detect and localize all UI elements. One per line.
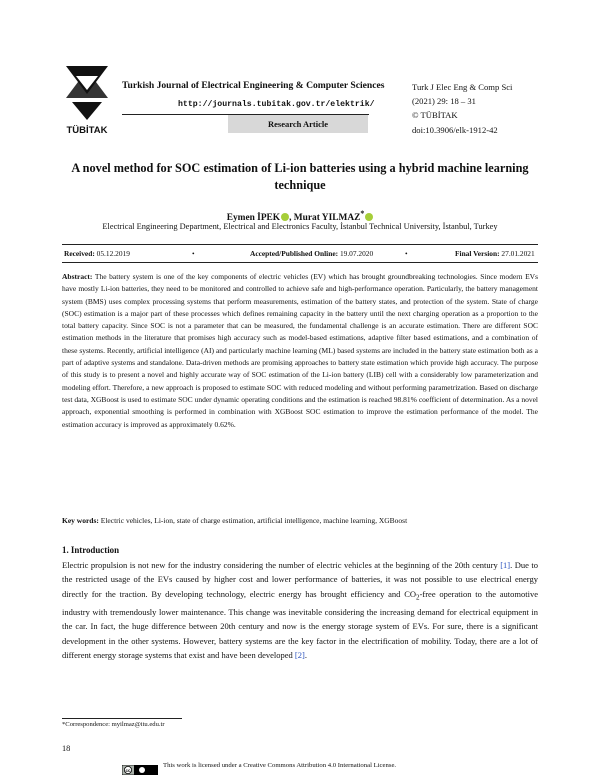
reference-link-2[interactable]: [2] (294, 650, 305, 661)
orcid-icon[interactable] (281, 213, 289, 221)
logo-wordmark: TÜBİTAK (66, 125, 108, 136)
keywords (62, 515, 538, 527)
orcid-icon[interactable] (365, 213, 373, 221)
corresponding-mark: * (360, 209, 365, 218)
received-label: Received: (64, 249, 95, 258)
affiliation: Electrical Engineering Department, Electrical and Electronics Faculty, İstanbul Technical University, İstanbul, Turkey (102, 222, 498, 231)
dates-bar (62, 244, 538, 263)
journal-url-link[interactable]: http://journals.tubitak.gov.tr/elektrik/ (178, 100, 375, 109)
intro-text-4: . (304, 650, 307, 661)
article-type-badge: Research Article (228, 115, 368, 133)
date-bullet: • (192, 249, 195, 258)
author-list (62, 209, 538, 223)
intro-text-2: . Due to the restricted usage of the EVs caused by higher cost and lower performance of batteries, it was not possible to use electrical energy directly for the traction. By developing technology, electric energy has brought efficiency and CO (62, 560, 538, 599)
final-label: Final Version: (455, 249, 500, 258)
license-text: This work is licensed under a Creative Commons Attribution 4.0 International License. (163, 762, 397, 769)
footnote-divider (62, 718, 182, 719)
accepted-date (250, 249, 373, 258)
section-heading-introduction: 1. Introduction (62, 545, 120, 555)
author-1: Eymen İPEK (226, 213, 281, 224)
citation-journal: Turk J Elec Eng & Comp Sci (412, 82, 513, 92)
citation-block (412, 80, 512, 137)
accepted-label: Accepted/Published Online: (250, 249, 339, 258)
intro-text-1: Electric propulsion is not new for the industry considering the number of electric vehicles at the beginning of the 20th century (62, 560, 501, 570)
abstract-text: The battery system is one of the key components of electric vehicles (EV) which has brought groundbreaking technologies. Since modern EVs have mostly Li-ion batteries, they need to be monitored and controlled to achieve safe and high-performance operation. Particularly, the battery management system (BMS) uses complex processing systems that perform measurements, estimation of the battery states, and protection of the system. State of charge (SOC) estimation is a major part of these processes which defines remaining capacity in the battery until the next charging operation as a proportion to the total battery capacity. Since SOC is not a parameter that can be measured, the fundamental challenge is an accurate estimation. There are different SOC estimation methods in the literature that promises high accuracy such as model-based estimations, adaptive filter based estimations, and a combination of these systems. Recently, artificial intelligence (AI) and particularly machine learning (ML) based systems are included in the battery state estimation both as a part of adaptive systems and standalone. Data-driven methods are promising approaches to battery state estimation which provide high accuracy. The purpose of this study is to present a novel and highly accurate way of SOC estimation of the Li-ion battery (LIB) cell with a considerably low parameterization and modeling effort. Therefore, a new approach is proposed to estimate SOC with reduced modeling and without performing parametrization. Based on discharge test data, XGBoost is used to estimate SOC under dynamic operating conditions and the estimation is reached 98.81% coefficient of determination. As a novel approach, exponential smoothing is performed in combination with XGBoost SOC estimation to improve the estimation performance of the model. The estimation accuracy is improved as approximately 0.62%. (62, 272, 538, 429)
author-2: Murat YILMAZ (293, 213, 361, 224)
received-date (64, 249, 130, 258)
final-value: 27.01.2021 (501, 249, 535, 258)
tubitak-logo (62, 64, 112, 136)
correspondence-footnote: *Correspondence: myilmaz@itu.edu.tr (62, 721, 165, 728)
journal-name: Turkish Journal of Electrical Engineering & Computer Sciences (122, 80, 385, 91)
abstract-label: Abstract: (62, 272, 93, 281)
intro-text-3: -free operation to the automotive industry with tremendously lower maintenance. This change was inevitable considering the increasing demand for electrical equipment in the car. In fact, the huge difference between 20th century and now is the energy storage system of EVs. For sure, there is a significant development in the other systems. However, battery systems are the key factor in the electrification of mobility. Today, there are a lot of different energy storage systems that exist and have been developed (62, 588, 539, 661)
co2-subscript: 2 (416, 593, 420, 602)
paper-title: A novel method for SOC estimation of Li-ion batteries using a hybrid machine learning technique (71, 161, 529, 192)
reference-link-1[interactable]: [1] (500, 560, 511, 570)
keywords-text: Electric vehicles, Li-ion, state of charge estimation, artificial intelligence, machine learning, XGBoost (100, 516, 408, 525)
keywords-label: Key words: (62, 516, 99, 525)
received-value: 05.12.2019 (96, 249, 130, 258)
abstract (62, 271, 538, 431)
final-date (455, 249, 535, 258)
cc-badge-text: cc (125, 767, 131, 773)
author-separator: , (289, 213, 294, 224)
page-number: 18 (62, 744, 71, 753)
citation-copyright: © TÜBİTAK (412, 110, 458, 121)
accepted-value: 19.07.2020 (339, 249, 374, 258)
cc-license-badge-icon[interactable] (122, 762, 158, 772)
date-bullet: • (405, 249, 408, 258)
citation-doi[interactable]: doi:10.3906/elk-1912-42 (412, 124, 498, 135)
citation-volume: (2021) 29: 18 – 31 (412, 96, 476, 107)
introduction-paragraph (62, 558, 538, 663)
